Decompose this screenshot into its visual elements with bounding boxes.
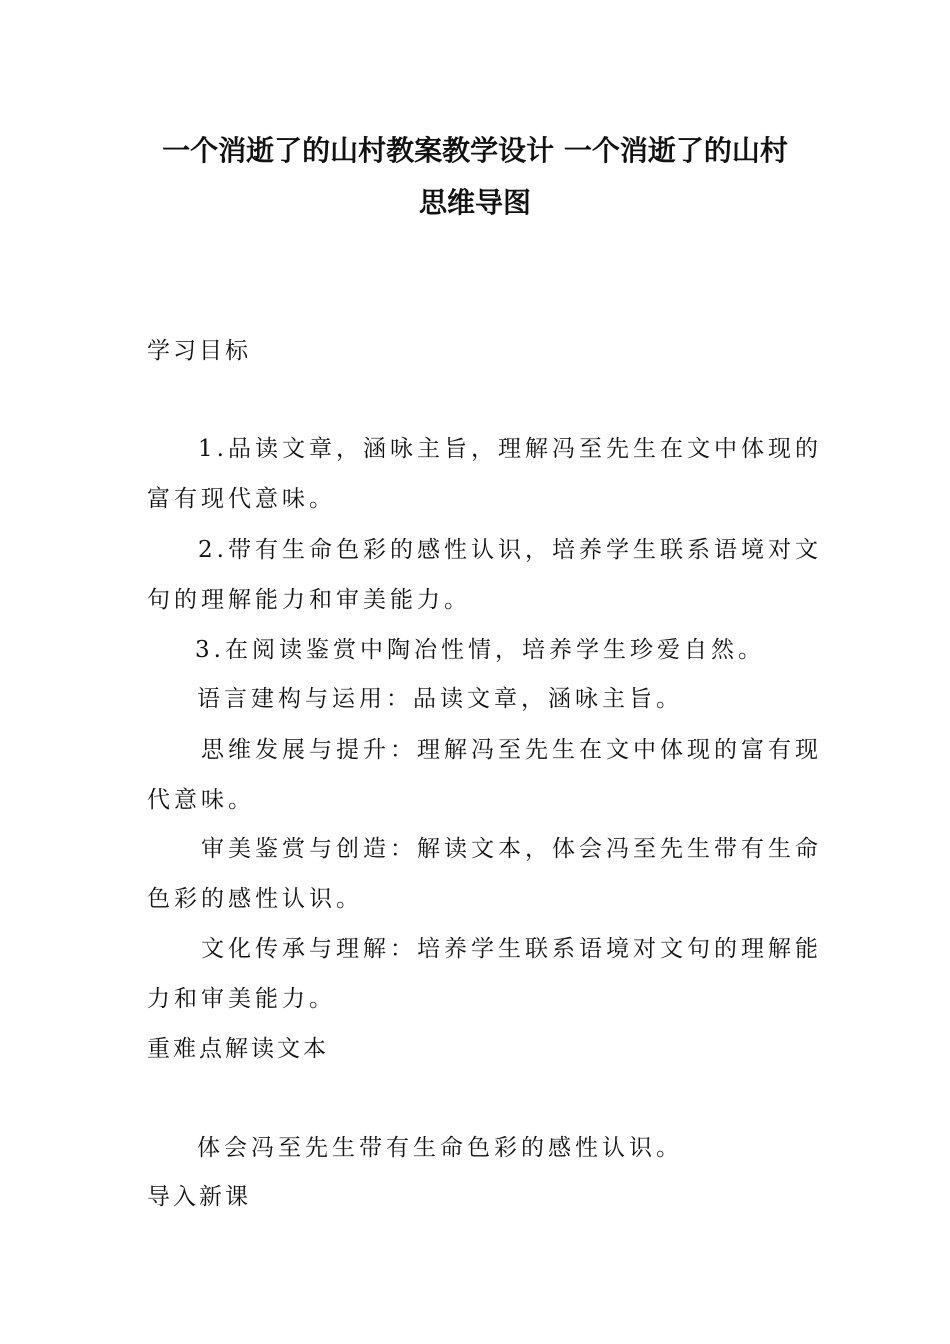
objective-1-line-1: 1.品读文章，涵咏主旨，理解冯至先生在文中体现的 bbox=[198, 436, 822, 462]
section-heading-keypoints: 重难点解读文本 bbox=[147, 1036, 329, 1062]
document-title-line-2: 思维导图 bbox=[418, 186, 531, 219]
objective-1-line-2: 富有现代意味。 bbox=[147, 486, 336, 512]
objective-2-line-2: 句的理解能力和审美能力。 bbox=[147, 587, 471, 613]
competency-language: 语言建构与运用：品读文章，涵咏主旨。 bbox=[197, 686, 683, 712]
section-heading-intro: 导入新课 bbox=[147, 1184, 251, 1210]
document-title-line-1: 一个消逝了的山村教案教学设计 一个消逝了的山村 bbox=[162, 134, 788, 167]
section-heading-objectives: 学习目标 bbox=[147, 338, 251, 364]
competency-aesthetic-line-1: 审美鉴赏与创造：解读文本，体会冯至先生带有生命 bbox=[201, 836, 822, 862]
objective-3: 3.在阅读鉴赏中陶冶性情，培养学生珍爱自然。 bbox=[195, 637, 765, 663]
competency-aesthetic-line-2: 色彩的感性认识。 bbox=[147, 886, 363, 912]
keypoint-text: 体会冯至先生带有生命色彩的感性认识。 bbox=[197, 1135, 683, 1161]
competency-thinking-line-2: 代意味。 bbox=[147, 787, 255, 813]
competency-culture-line-2: 力和审美能力。 bbox=[147, 986, 336, 1012]
competency-culture-line-1: 文化传承与理解：培养学生联系语境对文句的理解能 bbox=[201, 936, 822, 962]
competency-thinking-line-1: 思维发展与提升：理解冯至先生在文中体现的富有现 bbox=[201, 737, 822, 763]
objective-2-line-1: 2.带有生命色彩的感性认识，培养学生联系语境对文 bbox=[198, 537, 822, 563]
